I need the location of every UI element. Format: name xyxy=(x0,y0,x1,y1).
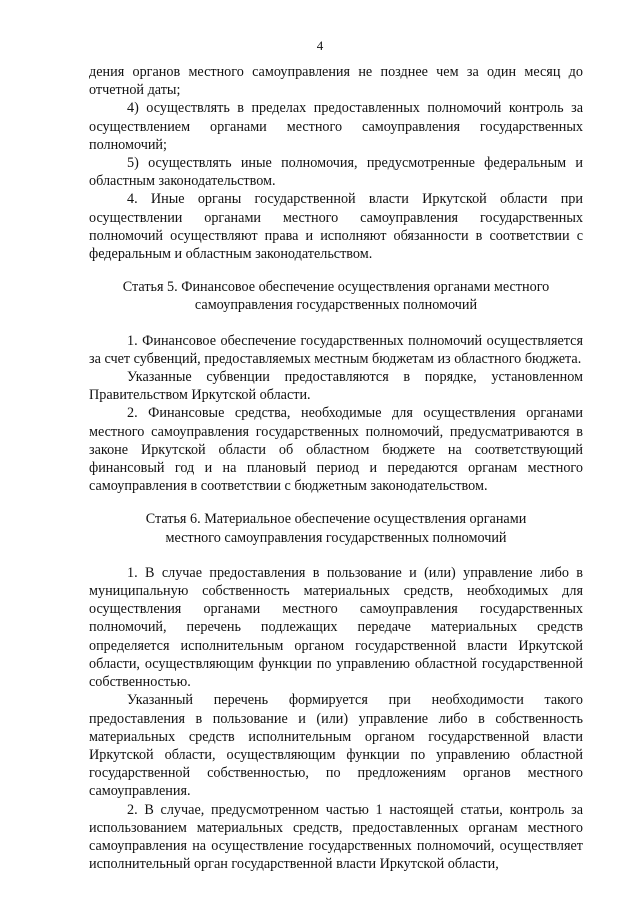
document-body xyxy=(89,63,583,873)
article-6-paragraph: 2. В случае, предусмотренном частью 1 настоящей статьи, контроль за использованием материальных средств, предоставленных органам местного самоуправления на осуществление государственных полномочий, осуществляет исполнительный орган государственной власти Иркутской области, xyxy=(89,801,583,873)
paragraph-continuation: дения органов местного самоуправления не позднее чем за один месяц до отчетной даты; xyxy=(89,64,583,99)
page-number: 4 xyxy=(316,38,324,53)
paragraph-item-5: 5) осуществлять иные полномочия, предусмотренные федеральным и областным законодательством. xyxy=(89,155,583,190)
article-6-heading: Статья 6. Материальное обеспечение осуществления органами местного самоуправления государственных полномочий xyxy=(145,511,527,546)
paragraph-part-4: 4. Иные органы государственной власти Иркутской области при осуществлении органами местного самоуправления государственных полномочий осуществляют права и исполняют обязанности в соответствии с федеральным и областным законодательством. xyxy=(89,191,583,263)
article-5-paragraph: 1. Финансовое обеспечение государственных полномочий осуществляется за счет субвенций, предоставляемых местным бюджетам из областного бюджета. xyxy=(89,332,583,367)
article-5-heading: Статья 5. Финансовое обеспечение осуществления органами местного самоуправления государственных полномочий xyxy=(122,279,550,314)
article-5-paragraph: Указанные субвенции предоставляются в порядке, установленном Правительством Иркутской области. xyxy=(89,369,583,404)
article-6-paragraph: 1. В случае предоставления в пользование и (или) управление либо в муниципальную собственность материальных средств, необходимых для осуществления органами местного самоуправления государственных полномочий, перечень подлежащих передаче материальных средств определяется исполнительным органом государственной власти Иркутской области, осуществляющим функции по управлению областной государственной собственностью. xyxy=(89,564,583,691)
article-6-paragraph: Указанный перечень формируется при необходимости такого предоставления в пользование и (или) управление либо в собственность материальных средств исполнительным органом государственной власти Иркутской области, осуществляющим функции по управлению областной государственной собственностью, по предложениям органов местного самоуправления. xyxy=(89,692,583,800)
paragraph-item-4: 4) осуществлять в пределах предоставленных полномочий контроль за осуществлением органами местного самоуправления государственных полномочий; xyxy=(89,100,583,153)
article-5-paragraph: 2. Финансовые средства, необходимые для осуществления органами местного самоуправления государственных полномочий, предусматриваются в законе Иркутской области об областном бюджете на соответствующий финансовый год и на плановый период и передаются органам местного самоуправления в соответствии с бюджетным законодательством. xyxy=(89,405,583,495)
